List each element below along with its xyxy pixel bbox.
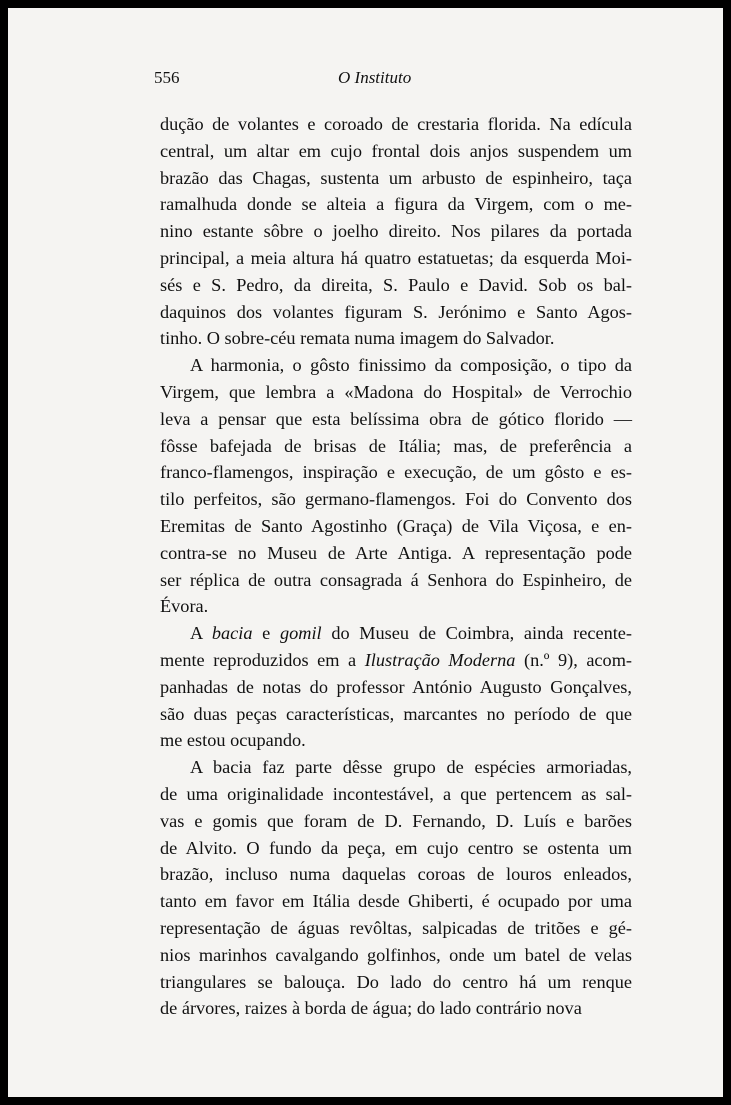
- text-line: [160, 299, 632, 326]
- text-line: [160, 620, 632, 647]
- text-segment: dução de volantes e coroado de crestaria florida. Na edícula: [160, 114, 632, 134]
- text-segment: nino estante sôbre o joelho direito. Nos pilares da portada: [160, 221, 632, 242]
- text-segment: Évora.: [160, 596, 209, 617]
- italic-term: bacia: [211, 623, 253, 644]
- page-header: [8, 68, 723, 92]
- text-segment: (n.º 9), acom-: [515, 649, 632, 670]
- text-segment: contra-se no Museu de Arte Antiga. A representação pode: [160, 542, 632, 563]
- text-line: [160, 647, 632, 674]
- text-line: [160, 593, 632, 620]
- text-segment: A: [190, 623, 212, 644]
- text-segment: do Museu de Coimbra, ainda recente-: [321, 623, 632, 644]
- text-segment: leva a pensar que esta belíssima obra de gótico florido —: [160, 408, 632, 429]
- text-segment: de uma originalidade incontestável, a que pertencem as sal-: [160, 783, 632, 804]
- text-line: [160, 995, 632, 1022]
- text-segment: ramalhuda donde se alteia a figura da Virgem, com o me-: [160, 194, 632, 215]
- text-segment: Virgem, que lembra a «Madona do Hospital» de Verrochio: [160, 381, 632, 402]
- text-line: [160, 942, 632, 969]
- text-line: [160, 379, 632, 406]
- text-segment: de árvores, raizes à borda de água; do lado contrário nova: [160, 998, 582, 1019]
- text-segment: A harmonia, o gôsto finissimo da composição, o tipo da: [190, 355, 632, 376]
- text-line: [160, 835, 632, 862]
- text-segment: tinho. O sobre-céu remata numa imagem do Salvador.: [160, 328, 555, 349]
- text-line: [160, 781, 632, 808]
- text-segment: me estou ocupando.: [160, 730, 306, 751]
- text-line: [160, 969, 632, 996]
- book-page: [8, 8, 723, 1097]
- text-segment: fôsse bafejada de brisas de Itália; mas, de preferência a: [160, 435, 632, 456]
- text-segment: e: [252, 623, 280, 644]
- text-line: [160, 701, 632, 728]
- text-line: [160, 352, 632, 379]
- text-segment: panhadas de notas do professor António Augusto Gonçalves,: [160, 676, 632, 697]
- italic-term: gomil: [279, 623, 322, 644]
- text-line: [160, 888, 632, 915]
- text-segment: sés e S. Pedro, da direita, S. Paulo e David. Sob os bal-: [160, 274, 632, 295]
- text-segment: Eremitas de Santo Agostinho (Graça) de Vila Viçosa, e en-: [160, 515, 632, 536]
- text-segment: vas e gomis que foram de D. Fernando, D. Luís e barões: [160, 810, 632, 831]
- text-segment: A bacia faz parte dêsse grupo de espécies armoriadas,: [190, 757, 632, 778]
- text-line: [160, 111, 632, 138]
- text-segment: brazão, incluso numa daquelas coroas de louros enleados,: [160, 864, 632, 885]
- text-line: [160, 165, 632, 192]
- text-line: [160, 808, 632, 835]
- text-line: [160, 459, 632, 486]
- text-line: [160, 513, 632, 540]
- text-line: [160, 915, 632, 942]
- text-line: [160, 406, 632, 433]
- text-segment: representação de águas revôltas, salpicadas de tritões e gé-: [160, 917, 632, 938]
- text-line: [160, 861, 632, 888]
- text-line: [160, 540, 632, 567]
- text-line: [160, 754, 632, 781]
- text-segment: principal, a meia altura há quatro estatuetas; da esquerda Moi-: [160, 247, 632, 268]
- text-segment: mente reproduzidos em a: [160, 649, 365, 670]
- text-line: [160, 567, 632, 594]
- text-segment: central, um altar em cujo frontal dois anjos suspendem um: [160, 140, 632, 161]
- text-line: [160, 433, 632, 460]
- text-segment: franco-flamengos, inspiração e execução, de um gôsto e es-: [160, 462, 632, 483]
- body-text: [160, 111, 632, 1022]
- text-segment: triangulares se balouça. Do lado do centro há um renque: [160, 971, 632, 992]
- text-segment: tanto em favor em Itália desde Ghiberti, é ocupado por uma: [160, 891, 632, 912]
- text-segment: daquinos dos volantes figuram S. Jerónimo e Santo Agos-: [160, 301, 632, 322]
- text-line: [160, 486, 632, 513]
- text-line: [160, 325, 632, 352]
- text-segment: nios marinhos cavalgando golfinhos, onde um batel de velas: [160, 944, 632, 965]
- page-number: 556: [154, 68, 180, 87]
- text-segment: são duas peças características, marcantes no período de que: [160, 703, 632, 724]
- text-segment: de Alvito. O fundo da peça, em cujo centro se ostenta um: [160, 837, 632, 858]
- text-line: [160, 272, 632, 299]
- text-line: [160, 245, 632, 272]
- text-line: [160, 727, 632, 754]
- text-line: [160, 218, 632, 245]
- text-segment: brazão das Chagas, sustenta um arbusto de espinheiro, taça: [160, 167, 632, 188]
- italic-term: Ilustração Moderna: [364, 649, 516, 670]
- text-segment: tilo perfeitos, são germano-flamengos. Foi do Convento dos: [160, 489, 632, 510]
- running-title: O Instituto: [338, 68, 412, 87]
- text-line: [160, 191, 632, 218]
- text-line: [160, 674, 632, 701]
- text-line: [160, 138, 632, 165]
- text-segment: ser réplica de outra consagrada á Senhora do Espinheiro, de: [160, 569, 632, 590]
